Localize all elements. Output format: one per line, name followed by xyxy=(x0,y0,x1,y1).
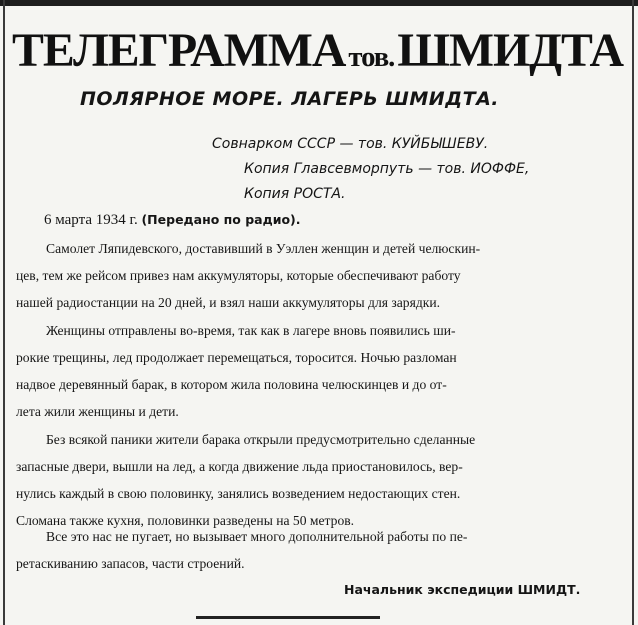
left-column-rule xyxy=(3,0,5,625)
addressee-line: Копия РОСТА. xyxy=(244,186,346,202)
headline-part2: тов. xyxy=(348,41,395,73)
body-line: Все это нас не пугает, но вызывает много дополнительной работы по пе- xyxy=(46,529,468,544)
body-line: нулись каждый в свою половинку, занялись возведением недостающих стен. xyxy=(16,486,461,501)
dateline-date: 6 марта 1934 г. xyxy=(44,212,138,228)
body-line: запасные двери, вышли на лед, а когда движение льда приостановилось, вер- xyxy=(16,459,463,474)
addressee-line: Совнарком СССР — тов. КУЙБЫШЕВУ. xyxy=(212,136,489,152)
dateline-note: (Передано по радио). xyxy=(141,212,301,227)
bottom-rule xyxy=(196,616,380,619)
body-line: нашей радиостанции на 20 дней, и взял наши аккумуляторы для зарядки. xyxy=(16,295,441,310)
subheadline: ПОЛЯРНОЕ МОРЕ. ЛАГЕРЬ ШМИДТА. xyxy=(80,88,500,110)
body-line: рокие трещины, лед продолжает перемещаться, торосится. Ночью разломан xyxy=(16,350,457,365)
addressee-line: Копия Главсевморпуть — тов. ИОФФЕ, xyxy=(244,161,530,177)
body-line: Женщины отправлены во-время, так как в лагере вновь появились ши- xyxy=(46,323,456,338)
body-line: надвое деревянный барак, в котором жила половина челюскинцев и до от- xyxy=(16,377,447,392)
body-line: цев, тем же рейсом привез нам аккумуляторы, которые обеспечивают работу xyxy=(16,268,461,283)
headline-part1: ТЕЛЕГРАММА xyxy=(12,24,346,77)
dateline xyxy=(44,212,301,229)
headline-part3: ШМИДТА xyxy=(397,24,624,77)
right-column-rule xyxy=(632,0,634,625)
body-line: Самолет Ляпидевского, доставивший в Уэллен женщин и детей челюскин- xyxy=(46,241,481,256)
signature: Начальник экспедиции ШМИДТ. xyxy=(344,582,581,597)
headline xyxy=(12,20,624,82)
body-line: Без всякой паники жители барака открыли предусмотрительно сделанные xyxy=(46,432,476,447)
body-line: лета жили женщины и дети. xyxy=(16,404,179,419)
top-rule xyxy=(0,0,638,6)
body-line: ретаскиванию запасов, части строений. xyxy=(16,556,245,571)
body-line: Сломана также кухня, половинки разведены на 50 метров. xyxy=(16,513,355,528)
